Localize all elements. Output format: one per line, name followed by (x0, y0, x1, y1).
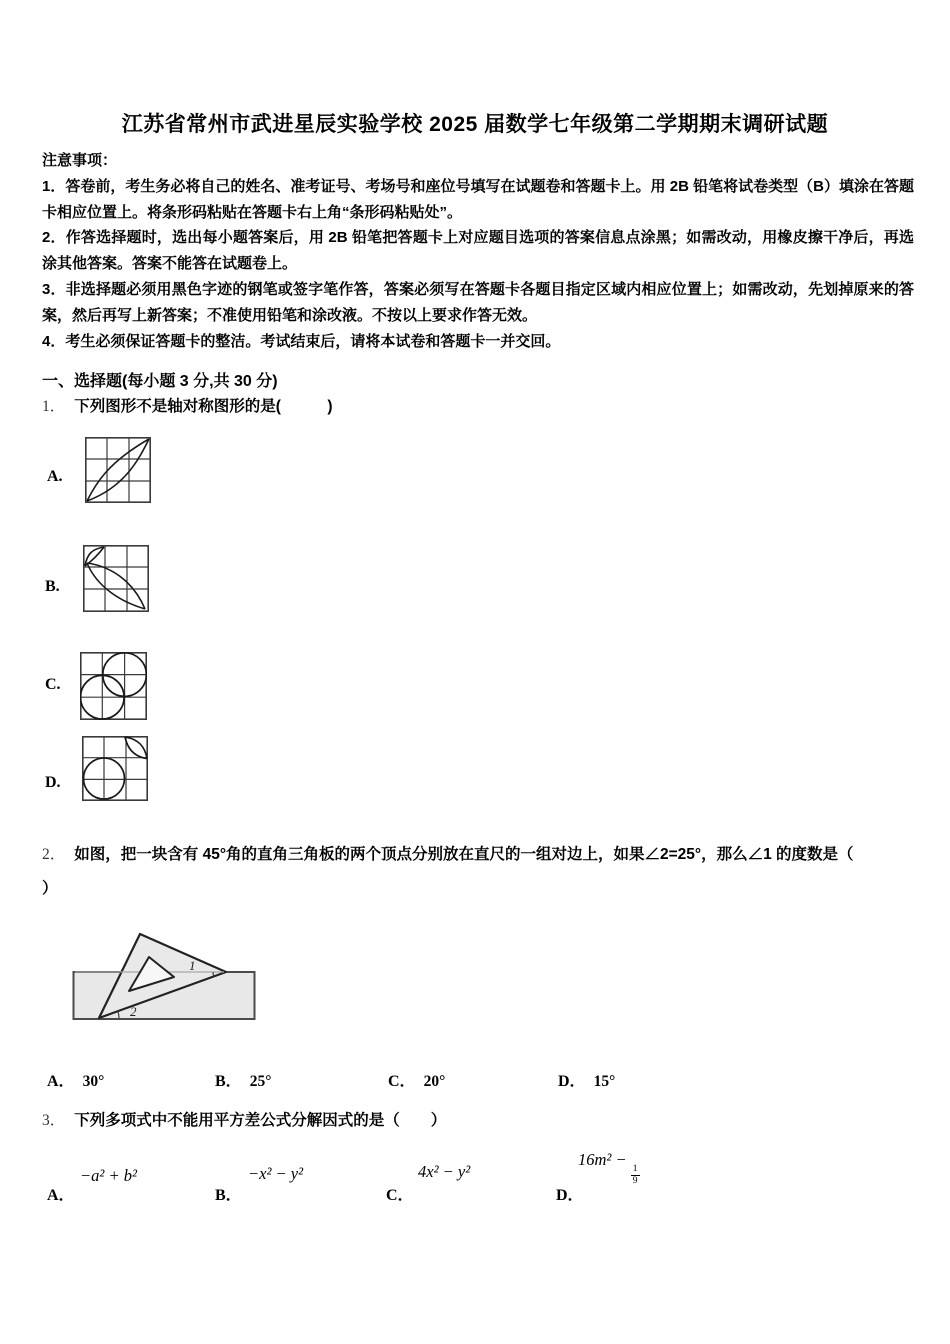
q3-option-d-expr (578, 1150, 640, 1187)
q2-option-a-label: A． (47, 1073, 75, 1090)
q3-option-d-expr-lead: 16m² − (578, 1150, 631, 1169)
q3-option-d-fraction (631, 1164, 640, 1187)
q2-option-b (215, 1068, 271, 1091)
grid-lines (82, 736, 148, 801)
q2-option-d-value: 15° (593, 1073, 616, 1090)
grid-border (81, 653, 146, 719)
question-3-stem: 3． 下列多项式中不能用平方差公式分解因式的是（ ） (42, 1112, 447, 1129)
q3-option-a-expr: −a² + b² (80, 1166, 137, 1185)
fraction-numerator: 1 (632, 1164, 638, 1174)
q2-option-b-label: B． (215, 1073, 242, 1090)
grid-border (86, 438, 150, 502)
angle-2-label: 2 (130, 1004, 137, 1019)
question-2-stem-line2: ） (42, 880, 58, 897)
question-3-number: 3． (42, 1112, 66, 1129)
q3-option-b-expr: −x² − y² (248, 1164, 304, 1183)
fraction-denominator: 9 (632, 1175, 638, 1186)
grid-lines (80, 652, 147, 720)
curve (87, 563, 145, 609)
q1-option-b-figure (83, 545, 149, 612)
page-title: 江苏省常州市武进星辰实验学校 2025 届数学七年级第二学期期末调研试题 (121, 113, 829, 136)
q2-option-b-value: 25° (249, 1073, 272, 1090)
q2-figure-ruler-triangle (72, 928, 257, 1023)
q2-option-c-value: 20° (423, 1073, 446, 1090)
q2-option-a (47, 1068, 104, 1091)
grid-lines (83, 545, 149, 612)
notice-item: 4．考生必须保证答题卡的整洁。考试结束后，请将本试卷和答题卡一并交回。 (42, 332, 561, 350)
q3-option-c-expr: 4x² − y² (418, 1162, 471, 1181)
question-2-stem: 2． 如图，把一块含有 45°角的直角三角板的两个顶点分别放在直尺的一组对边上，如果∠2=25°，那么∠1 的度数是（ (42, 846, 854, 863)
grid-lines (85, 437, 151, 503)
notice-item: 1．答卷前，考生务必将自己的姓名、准考证号、考场号和座位号填写在试题卷和答题卡上。用 2B 铅笔将试卷类型（B）填涂在答题卡相应位置上。将条形码粘贴在答题卡右上角“条形码粘贴处”。 (42, 177, 914, 221)
curve (87, 439, 149, 501)
question-1-stem: 1． 下列图形不是轴对称图形的是( ) (42, 398, 333, 415)
question-2-number: 2． (42, 846, 66, 863)
q3-option-d-label: D． (556, 1187, 584, 1204)
notice-item: 3．非选择题必须用黑色字迹的钢笔或签字笔作答，答案必须写在答题卡各题目指定区域内相应位置上；如需改动，先划掉原来的答案，然后再写上新答案；不准使用铅笔和涂改液。不按以上要求作答无效。 (42, 280, 914, 324)
notice-section (42, 148, 914, 354)
grid-border (84, 546, 148, 611)
question-1-number: 1． (42, 398, 66, 415)
section-heading: 一、选择题(每小题 3 分,共 30 分) (42, 373, 278, 390)
q1-option-c-figure (80, 652, 147, 720)
q1-option-a-label: A. (47, 468, 63, 485)
q2-option-d (558, 1068, 615, 1091)
q2-option-d-label: D． (558, 1073, 586, 1090)
q3-option-c-label: C． (386, 1187, 414, 1204)
angle-1-label: 1 (189, 958, 196, 973)
q1-option-b-label: B. (45, 578, 60, 595)
q3-option-a-label: A． (47, 1187, 75, 1204)
q3-option-b-label: B． (215, 1187, 242, 1204)
q2-option-c-label: C． (388, 1073, 416, 1090)
q2-option-c (388, 1068, 445, 1091)
curve (87, 563, 145, 609)
notice-item: 2．作答选择题时，选出每小题答案后，用 2B 铅笔把答题卡上对应题目选项的答案信息点涂黑；如需改动，用橡皮擦干净后，再选涂其他答案。答案不能答在试题卷上。 (42, 229, 914, 273)
q1-option-d-label: D. (45, 774, 61, 791)
q2-option-a-value: 30° (82, 1073, 105, 1090)
grid-border (83, 737, 147, 800)
notice-heading: 注意事项： (42, 152, 118, 169)
q1-option-a-figure (85, 437, 151, 503)
q1-option-c-label: C. (45, 676, 61, 693)
curve (87, 439, 149, 501)
q1-option-d-figure (82, 736, 148, 801)
